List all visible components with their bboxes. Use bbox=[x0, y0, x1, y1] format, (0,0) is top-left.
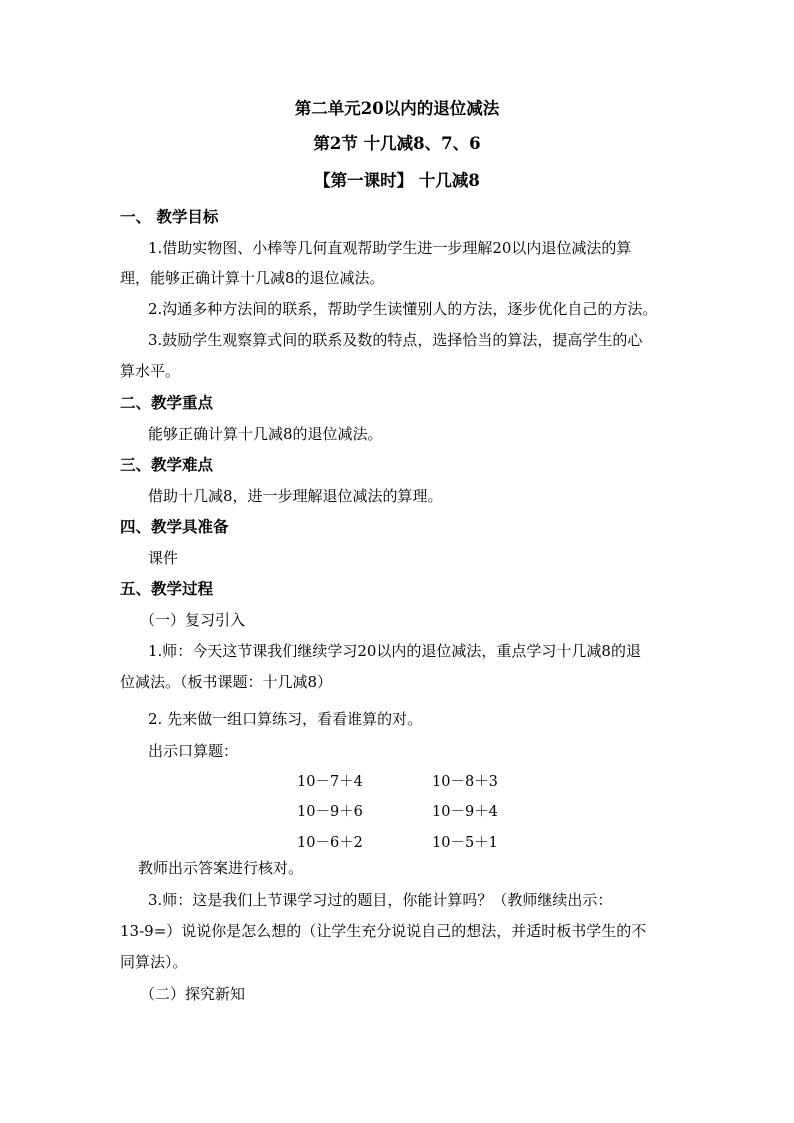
objective-3-line-2: 算水平。 bbox=[120, 362, 181, 380]
process-4-line-3: 同算法）。 bbox=[120, 953, 188, 971]
process-2-sub: 出示口算题： bbox=[148, 742, 239, 760]
process-4-line-1: 3.师：这是我们上节课学习过的题目，你能计算吗？（教师继续出示： bbox=[148, 891, 613, 909]
unit-title: 第二单元20以内的退位减法 bbox=[294, 99, 500, 118]
heading-teaching-process: 五、教学过程 bbox=[120, 579, 214, 598]
subheading-explore: （二）探究新知 bbox=[140, 985, 246, 1003]
objective-1-line-2: 理，能够正确计算十几减8的退位减法。 bbox=[120, 269, 385, 287]
lesson-title: 【第一课时】 十几减8 bbox=[314, 171, 480, 190]
objective-2: 2.沟通多种方法间的联系，帮助学生读懂别人的方法，逐步优化自己的方法。 bbox=[148, 300, 658, 318]
heading-teaching-objectives: 一、 教学目标 bbox=[120, 207, 219, 226]
process-3: 教师出示答案进行核对。 bbox=[138, 859, 304, 877]
heading-key-points: 二、教学重点 bbox=[120, 393, 214, 412]
exercise-row1-right: 10－8＋3 bbox=[432, 774, 498, 790]
exercise-row1-left: 10－7＋4 bbox=[297, 774, 363, 790]
subheading-review: （一）复习引入 bbox=[140, 611, 246, 629]
process-1-line-2: 位减法。（板书课题：十几减8） bbox=[120, 673, 333, 691]
difficulties-body: 借助十几减8，进一步理解退位减法的算理。 bbox=[148, 487, 443, 505]
heading-materials: 四、教学具准备 bbox=[120, 517, 229, 536]
process-4-line-2: 13-9=）说说你是怎么想的（让学生充分说说自己的想法，并适时板书学生的不 bbox=[120, 922, 647, 940]
process-1-line-1: 1.师：今天这节课我们继续学习20以内的退位减法，重点学习十几减8的退 bbox=[148, 642, 641, 660]
materials-body: 课件 bbox=[148, 549, 179, 567]
key-points-body: 能够正确计算十几减8的退位减法。 bbox=[148, 425, 383, 443]
exercise-row2-left: 10－9＋6 bbox=[297, 804, 363, 820]
exercise-row3-right: 10－5＋1 bbox=[432, 835, 498, 851]
section-title: 第2节 十几减8、7、6 bbox=[313, 134, 481, 153]
exercise-row3-left: 10－6＋2 bbox=[297, 835, 363, 851]
objective-3-line-1: 3.鼓励学生观察算式间的联系及数的特点，选择恰当的算法，提高学生的心 bbox=[148, 331, 643, 349]
objective-1-line-1: 1.借助实物图、小棒等几何直观帮助学生进一步理解20以内退位减法的算 bbox=[148, 239, 632, 257]
process-2: 2. 先来做一组口算练习，看看谁算的对。 bbox=[148, 710, 423, 728]
heading-difficulties: 三、教学难点 bbox=[120, 455, 214, 474]
exercise-row2-right: 10－9＋4 bbox=[432, 804, 498, 820]
